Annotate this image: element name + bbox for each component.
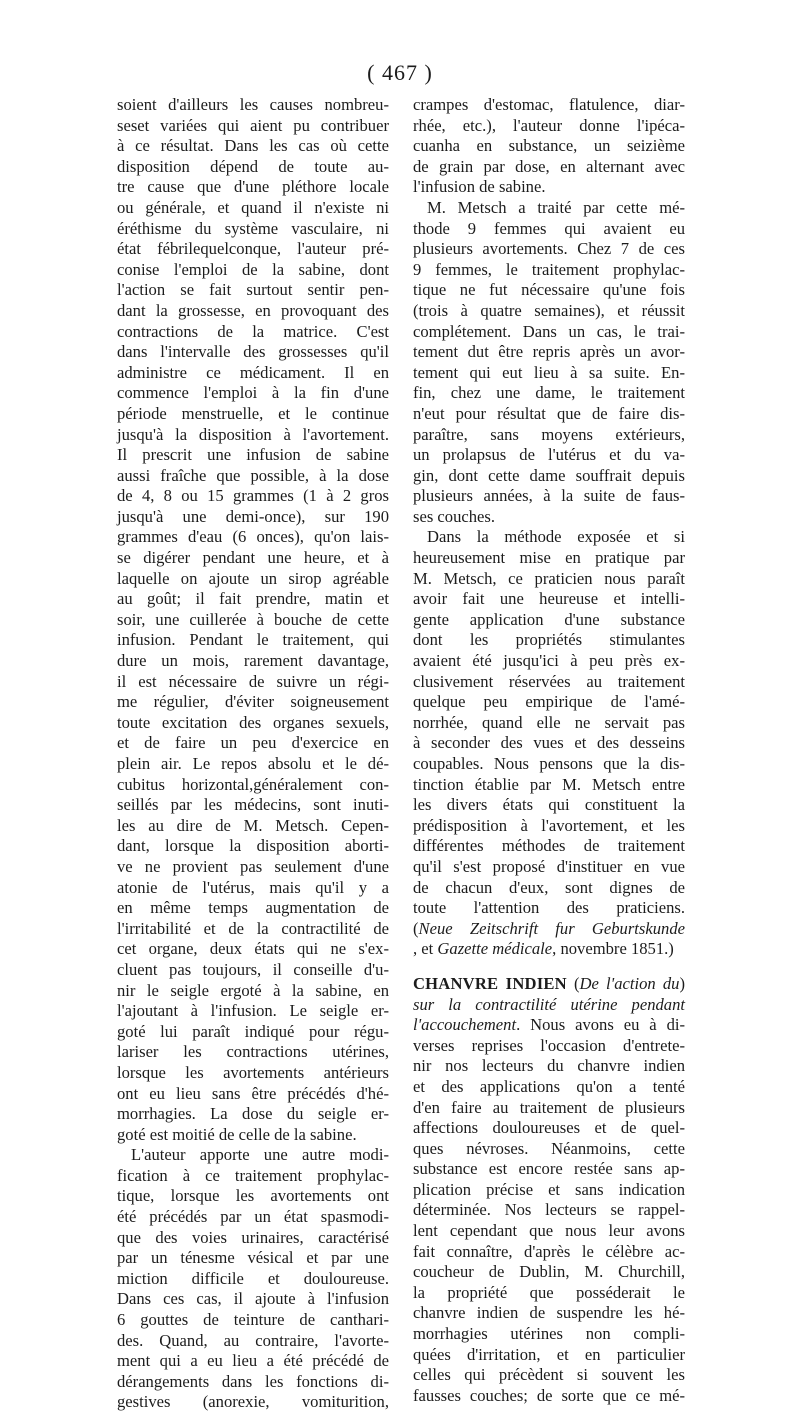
text-line: dant, lorsque la disposition aborti- — [117, 836, 389, 856]
text-line: (trois à quatre semaines), et réussit — [413, 300, 685, 320]
text-line: lorsque les avortements antérieurs — [117, 1062, 389, 1082]
text-line: avaient été jusqu'ici à peu près ex- — [413, 651, 685, 671]
text-line: les divers états qui constituent la — [413, 795, 685, 815]
text-line: commence l'emploi à la fin d'une — [117, 383, 389, 403]
text-line: disposition dépend de toute au- — [117, 156, 389, 176]
text-line: ont eu lieu sans être précédés d'hé- — [117, 1083, 389, 1103]
text-line: cubitus horizontal,généralement con- — [117, 774, 389, 794]
text-line: coupables. Nous pensons que la dis- — [413, 754, 685, 773]
text-line: que des voies urinaires, caractérisé — [117, 1227, 389, 1247]
paragraph — [117, 95, 389, 1145]
page-number: ( 467 ) — [367, 60, 433, 85]
text-line: substance est encore restée sans ap- — [413, 1159, 685, 1179]
text-line: ques névroses. Néanmoins, cette — [413, 1138, 685, 1158]
text-line: aussi fraîche que possible, à la dose — [117, 465, 389, 485]
text-line: période menstruelle, et le continue — [117, 403, 389, 423]
text-line: fication à ce traitement prophylac- — [117, 1165, 389, 1185]
text-line: tement dut être repris après un avor- — [413, 342, 685, 362]
text-line: gestives (anorexie, vomiturition, — [117, 1392, 389, 1412]
text-line: ses couches. — [413, 506, 496, 526]
text-line: soient d'ailleurs les causes nombreu- — [117, 95, 389, 114]
text-line: paraître, sans moyens extérieurs, — [413, 424, 685, 444]
journal-name: Gazette médicale — [437, 939, 553, 959]
text-line: crampes d'estomac, flatulence, diar- — [413, 95, 685, 114]
text-line: M. Metsch, ce praticien nous paraît — [413, 568, 685, 588]
text-line: atonie de l'utérus, mais qu'il y a — [117, 877, 389, 897]
text-line: cluent pas toujours, il conseille d'u- — [117, 959, 389, 979]
text-line: avoir fait une heureuse et intelli- — [413, 589, 685, 609]
text-line: au goût; il fait prendre, matin et — [117, 589, 389, 609]
text-line: fait connaître, d'après le célèbre ac- — [413, 1241, 685, 1261]
text-line: des. Quand, au contraire, l'avorte- — [117, 1330, 389, 1350]
text-line: différentes méthodes de traitement — [413, 836, 685, 856]
text-line: Dans la méthode exposée et si — [427, 527, 685, 547]
text-line: heureusement mise en pratique par — [413, 548, 685, 568]
text-line: nir nos lecteurs du chanvre indien — [413, 1056, 685, 1076]
section-heading: CHANVRE INDIEN — [413, 973, 567, 993]
text-line: goté est moitié de celle de la sabine. — [117, 1124, 357, 1144]
citation-end: , et Gazette médicale, novembre 1851.) — [413, 939, 674, 959]
text-line: éréthisme du système vasculaire, ni — [117, 218, 389, 238]
text-line: qu'il s'est proposé d'instituer en vue — [413, 856, 685, 876]
text-line: me régulier, d'éviter soigneusement — [117, 692, 389, 712]
text-line: tinction établie par M. Metsch entre — [413, 774, 685, 794]
text-line: seset variées qui aient pu contribuer — [117, 115, 389, 135]
text-line: été précédés par un état spasmodi- — [117, 1207, 389, 1227]
paragraph — [413, 198, 685, 528]
text-line: gin, dont cette dame souffrait depuis — [413, 465, 685, 485]
section-chanvre-indien: CHANVRE INDIEN (De l'action du) sur la contractilité utérine pendant l'accouchement. Nous avons eu à di- verses reprises l'occasion d'entrete- nir nos lecteurs du chanvre indien et des applications qu'on a tenté d'en faire au traitement de plusieurs affections douloureuses et de quel- ques névroses. Néanmoins, cette substance est encore restée sans ap- plication précise et sans indication déterminée. Nos lecteurs se rappel- lent cependant que nous leur avons fait connaître, d'après le célèbre ac- coucheur de Dublin, M. Churchill, la propriété que posséderait le chanvre indien de suspendre les hé- morrhagies utérines non compli- quées d'irritation, et en particulier celles qui précèdent si souvent les fausses couches; de sorte que ce mé- — [413, 973, 685, 1405]
text-line: l'action se fait surtout sentir pen- — [117, 280, 389, 300]
left-column — [117, 95, 389, 1413]
text-line: tement qui eut lieu à sa suite. En- — [413, 362, 685, 382]
text-line: lent cependant que nous leur avons — [413, 1221, 685, 1241]
text-line: plein air. Le repos absolu et le dé- — [117, 754, 389, 773]
text-line: infusion. Pendant le traitement, qui — [117, 630, 389, 650]
text-line: ou générale, et quand il n'existe ni — [117, 197, 389, 217]
section-subtitle: l'accouchement — [413, 1015, 517, 1035]
text-line: chanvre indien de suspendre les hé- — [413, 1303, 685, 1323]
text-line: toute excitation des organes sexuels, — [117, 712, 389, 732]
text-line: affections douloureuses et de quel- — [413, 1118, 685, 1138]
journal-name: Neue Zeitschrift fur Geburtskunde — [418, 918, 685, 938]
text-line: et de faire un peu d'exercice en — [117, 733, 389, 753]
text-line: l'irritabilité et de la contractilité de — [117, 918, 389, 938]
text-line: à seconder des vues et des desseins — [413, 733, 685, 753]
section-subtitle: sur la contractilité utérine pendant — [413, 994, 685, 1014]
text-line: lariser les contractions utérines, — [117, 1042, 389, 1062]
text-line: morrhagies. La dose du seigle er- — [117, 1104, 389, 1124]
text-line: les au dire de M. Metsch. Cepen- — [117, 815, 389, 835]
text-line: à ce résultat. Dans les cas où cette — [117, 136, 389, 156]
text-line: celles qui précèdent si souvent les — [413, 1365, 685, 1385]
text-line: de grain par dose, en alternant avec — [413, 156, 685, 176]
text-line: 9 femmes, le traitement prophylac- — [413, 259, 685, 279]
text-line: par un ténesme vésical et par une — [117, 1248, 389, 1268]
text-line: de chacun d'eux, sont dignes de — [413, 877, 685, 897]
text-line: verses reprises l'occasion d'entrete- — [413, 1035, 685, 1055]
text-line: miction difficile et douloureuse. — [117, 1268, 389, 1288]
text-line: tique ne fut nécessaire qu'une fois — [413, 280, 685, 300]
text-line: plusieurs années, à la suite de faus- — [413, 486, 685, 506]
text-line: administre ce médicament. Il en — [117, 362, 389, 382]
text-line: dont les propriétés stimulantes — [413, 630, 685, 650]
text-line: M. Metsch a traité par cette mé- — [427, 197, 685, 217]
text-line: et des applications qu'on a tenté — [413, 1076, 685, 1096]
text-line: de 4, 8 ou 15 grammes (1 à 2 gros — [117, 486, 389, 506]
text-line: ment qui a eu lieu a été précédé de — [117, 1351, 389, 1371]
paragraph — [413, 95, 685, 198]
text-line: toute l'attention des praticiens. — [413, 898, 685, 918]
text-line: déterminée. Nos lecteurs se rappel- — [413, 1200, 685, 1220]
text-line: jusqu'à une demi-once), sur 190 — [117, 506, 389, 526]
text-line: morrhagies utérines non compli- — [413, 1324, 685, 1344]
text-line: plusieurs avortements. Chez 7 de ces — [413, 239, 685, 259]
text-line: plication précise et sans indication — [413, 1179, 685, 1199]
text-line: dans l'intervalle des grossesses qu'il — [117, 342, 389, 362]
text-line: en même temps augmentation de — [117, 898, 389, 918]
text-line: cuanha en substance, un seizième — [413, 136, 685, 156]
text-line: la propriété que posséderait le — [413, 1282, 685, 1302]
text-line: clusivement réservées au traitement — [413, 671, 685, 691]
text-line: d'en faire au traitement de plusieurs — [413, 1097, 685, 1117]
text-line: complétement. Dans un cas, le trai- — [413, 321, 685, 341]
text-line: un prolapsus de l'utérus et du va- — [413, 445, 685, 465]
text-line: norrhée, quand elle ne servait pas — [413, 712, 685, 732]
text-line: tre cause que d'une pléthore locale — [117, 177, 389, 197]
text-line: coucheur de Dublin, M. Churchill, — [413, 1262, 685, 1282]
text-line: dérangements dans les fonctions di- — [117, 1371, 389, 1391]
text-line: fin, chez une dame, le traitement — [413, 383, 685, 403]
text-line: l'ajoutant à l'infusion. Le seigle er- — [117, 1001, 389, 1021]
text-line: prédisposition à l'avortement, et les — [413, 815, 685, 835]
text-line: nir le seigle ergoté à la sabine, en — [117, 980, 389, 1000]
text-line: fausses couches; de sorte que ce mé- — [413, 1385, 685, 1405]
paragraph — [413, 527, 685, 918]
text-line: quelque peu empirique de l'amé- — [413, 692, 685, 712]
text-line: se digérer pendant une heure, et à — [117, 548, 389, 568]
text-line: il est nécessaire de suivre un régi- — [117, 671, 389, 691]
text-line: Il prescrit une infusion de sabine — [117, 445, 389, 465]
section-subtitle: De l'action du — [579, 973, 680, 993]
text-line: quées d'irritation, et en particulier — [413, 1344, 685, 1364]
text-line: dure un mois, rarement davantage, — [117, 651, 389, 671]
text-line: 6 gouttes de teinture de canthari- — [117, 1310, 389, 1330]
text-line: dant la grossesse, en provoquant des — [117, 300, 389, 320]
text-line: conise l'emploi de la sabine, dont — [117, 259, 389, 279]
citation: (Neue Zeitschrift fur Geburtskunde — [413, 918, 685, 938]
text-line: goté lui paraît indiqué pour régu- — [117, 1021, 389, 1041]
text-line: laquelle on ajoute un sirop agréable — [117, 568, 389, 588]
text-line: rhée, etc.), l'auteur donne l'ipéca- — [413, 115, 685, 135]
text-line: état fébrilequelconque, l'auteur pré- — [117, 239, 389, 259]
text-line: tique, lorsque les avortements ont — [117, 1186, 389, 1206]
text-line: Dans ces cas, il ajoute à l'infusion — [117, 1289, 389, 1309]
text-line: grammes d'eau (6 onces), qu'on lais- — [117, 527, 389, 547]
text-line: ve ne provient pas seulement d'une — [117, 856, 389, 876]
text-line: l'infusion de sabine. — [413, 177, 546, 197]
text-line: seillés par les médecins, sont inuti- — [117, 795, 389, 815]
text-line: soir, une cuillerée à bouche de cette — [117, 609, 389, 629]
text-line: thode 9 femmes qui avaient eu — [413, 218, 685, 238]
paragraph — [117, 1145, 389, 1413]
right-column — [413, 95, 685, 1406]
text-line: gente application d'une substance — [413, 609, 685, 629]
text-line: contractions de la matrice. C'est — [117, 321, 389, 341]
text-line: jusqu'à la disposition à l'avortement. — [117, 424, 389, 444]
text-line: L'auteur apporte une autre modi- — [131, 1145, 389, 1165]
text-line: cet organe, deux états qui ne s'ex- — [117, 939, 389, 959]
text-line: n'eut pour résultat que de faire dis- — [413, 403, 685, 423]
